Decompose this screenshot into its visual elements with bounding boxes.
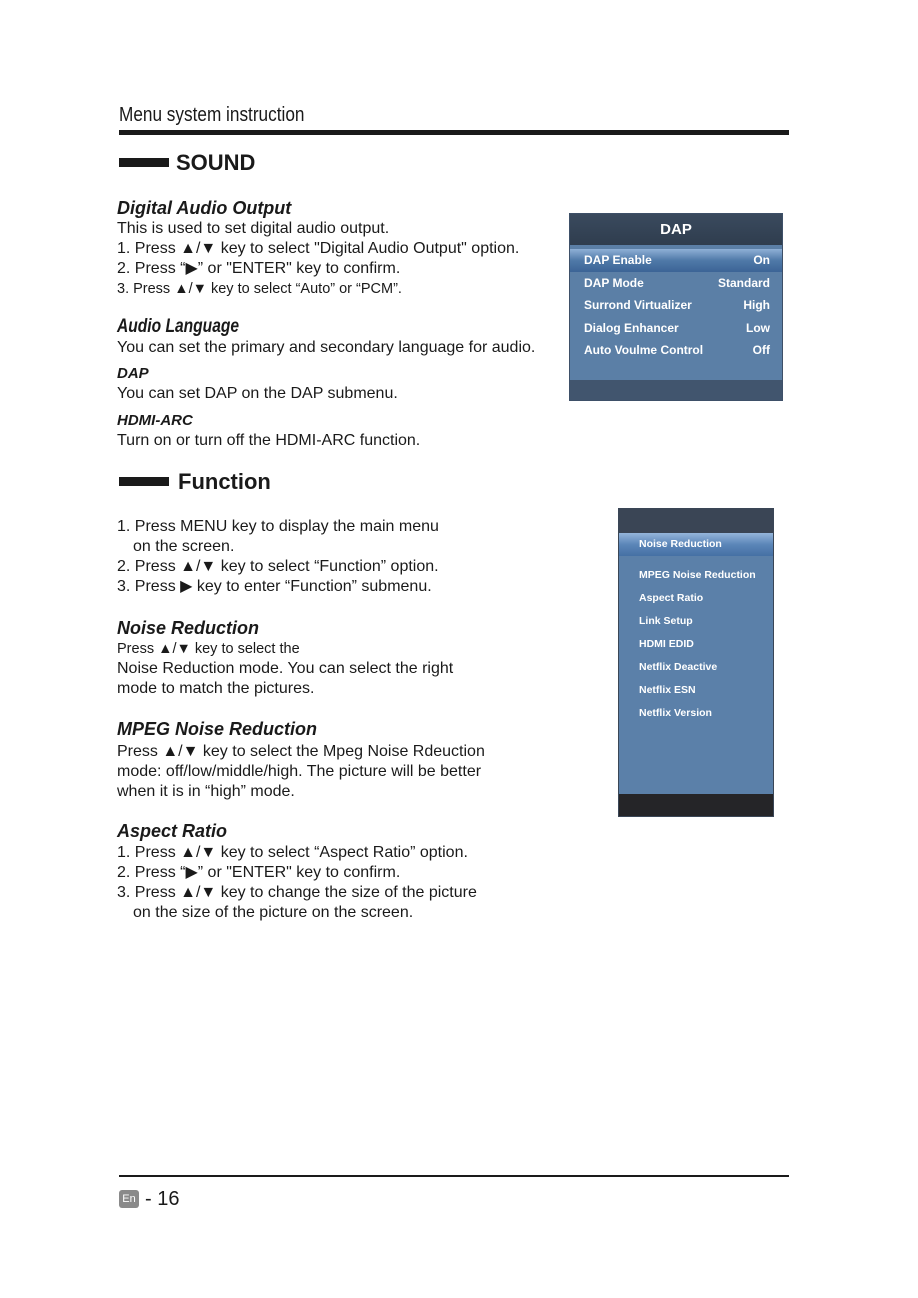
heading-digital-audio-output: Digital Audio Output [117,198,292,218]
text-line: 1. Press ▲/▼ key to select "Digital Audio Output" option. [117,240,520,257]
function-menu-item: Netflix Version [639,707,712,719]
text-line: 3. Press ▲/▼ key to select “Auto” or “PCM”. [117,281,402,297]
text-line: when it is in “high” mode. [117,783,295,800]
page-number: - 16 [145,1188,180,1210]
text-line: 3. Press ▲/▼ key to change the size of the picture [117,884,477,901]
text-line: Press ▲/▼ key to select the Mpeg Noise Rdeuction [117,743,485,760]
heading-noise-reduction: Noise Reduction [117,618,260,638]
dap-menu-item: Surrond Virtualizer High [584,298,770,312]
digital-audio-output-text [117,219,519,299]
header-rule [119,130,789,135]
dap-menu-title: DAP [570,214,782,245]
dap-menu-item: Dialog Enhancer Low [584,320,770,335]
function-menu-item: Noise Reduction [619,533,773,556]
text-line: This is used to set digital audio output. [117,220,390,237]
text-line: 1. Press MENU key to display the main menu [117,518,439,535]
function-menu-header [619,509,773,533]
dap-menu-item: Auto Voulme Control Off [584,343,770,357]
page-header-title: Menu system instruction [119,104,305,126]
section-title-sound: SOUND [176,150,256,175]
noise-reduction-text [117,639,453,699]
heading-audio-language: Audio Language [117,316,240,337]
hdmi-arc-text: Turn on or turn off the HDMI-ARC function. [117,432,421,449]
function-steps [117,517,439,597]
text-line: 2. Press ▲/▼ key to select “Function” option. [117,558,439,575]
audio-language-text: You can set the primary and secondary language for audio. [117,339,536,356]
function-menu-item: MPEG Noise Reduction [639,569,756,581]
function-menu-item: Aspect Ratio [639,592,704,604]
text-line: Press ▲/▼ key to select the [117,641,300,657]
section-marker-bar [119,477,169,486]
language-badge: En [119,1190,139,1208]
heading-aspect-ratio: Aspect Ratio [117,821,228,841]
dap-menu-item: DAP Enable On [570,249,782,272]
dap-menu-item: DAP Mode Standard [584,275,770,290]
text-line: on the screen. [133,538,235,555]
text-line: 3. Press ▶ key to enter “Function” submenu. [117,578,432,595]
text-line: on the size of the picture on the screen. [133,904,414,921]
function-menu-item: Netflix Deactive [639,661,718,673]
text-line: mode: off/low/middle/high. The picture will be better [117,763,482,780]
text-line: 2. Press “▶” or "ENTER" key to confirm. [117,260,401,277]
section-marker-bar [119,158,169,167]
function-menu-item: Netflix ESN [639,684,696,696]
dap-text: You can set DAP on the DAP submenu. [117,385,398,402]
dap-menu-footer [570,380,782,400]
heading-mpeg-noise-reduction: MPEG Noise Reduction [117,719,318,739]
dap-menu-panel [569,213,783,401]
section-title-function: Function [178,469,271,494]
function-menu-panel [618,508,774,817]
text-line: 1. Press ▲/▼ key to select “Aspect Ratio” option. [117,844,468,861]
text-line: mode to match the pictures. [117,680,315,697]
function-menu-item: HDMI EDID [639,638,694,650]
function-menu-item: Link Setup [639,615,693,627]
mpeg-noise-reduction-text [117,742,485,802]
heading-dap: DAP [117,365,149,382]
footer-rule [119,1175,789,1177]
heading-hdmi-arc: HDMI-ARC [117,412,193,429]
text-line: Noise Reduction mode. You can select the right [117,660,454,677]
aspect-ratio-text [117,843,477,923]
function-menu-footer [619,794,773,816]
text-line: 2. Press “▶” or "ENTER" key to confirm. [117,864,401,881]
